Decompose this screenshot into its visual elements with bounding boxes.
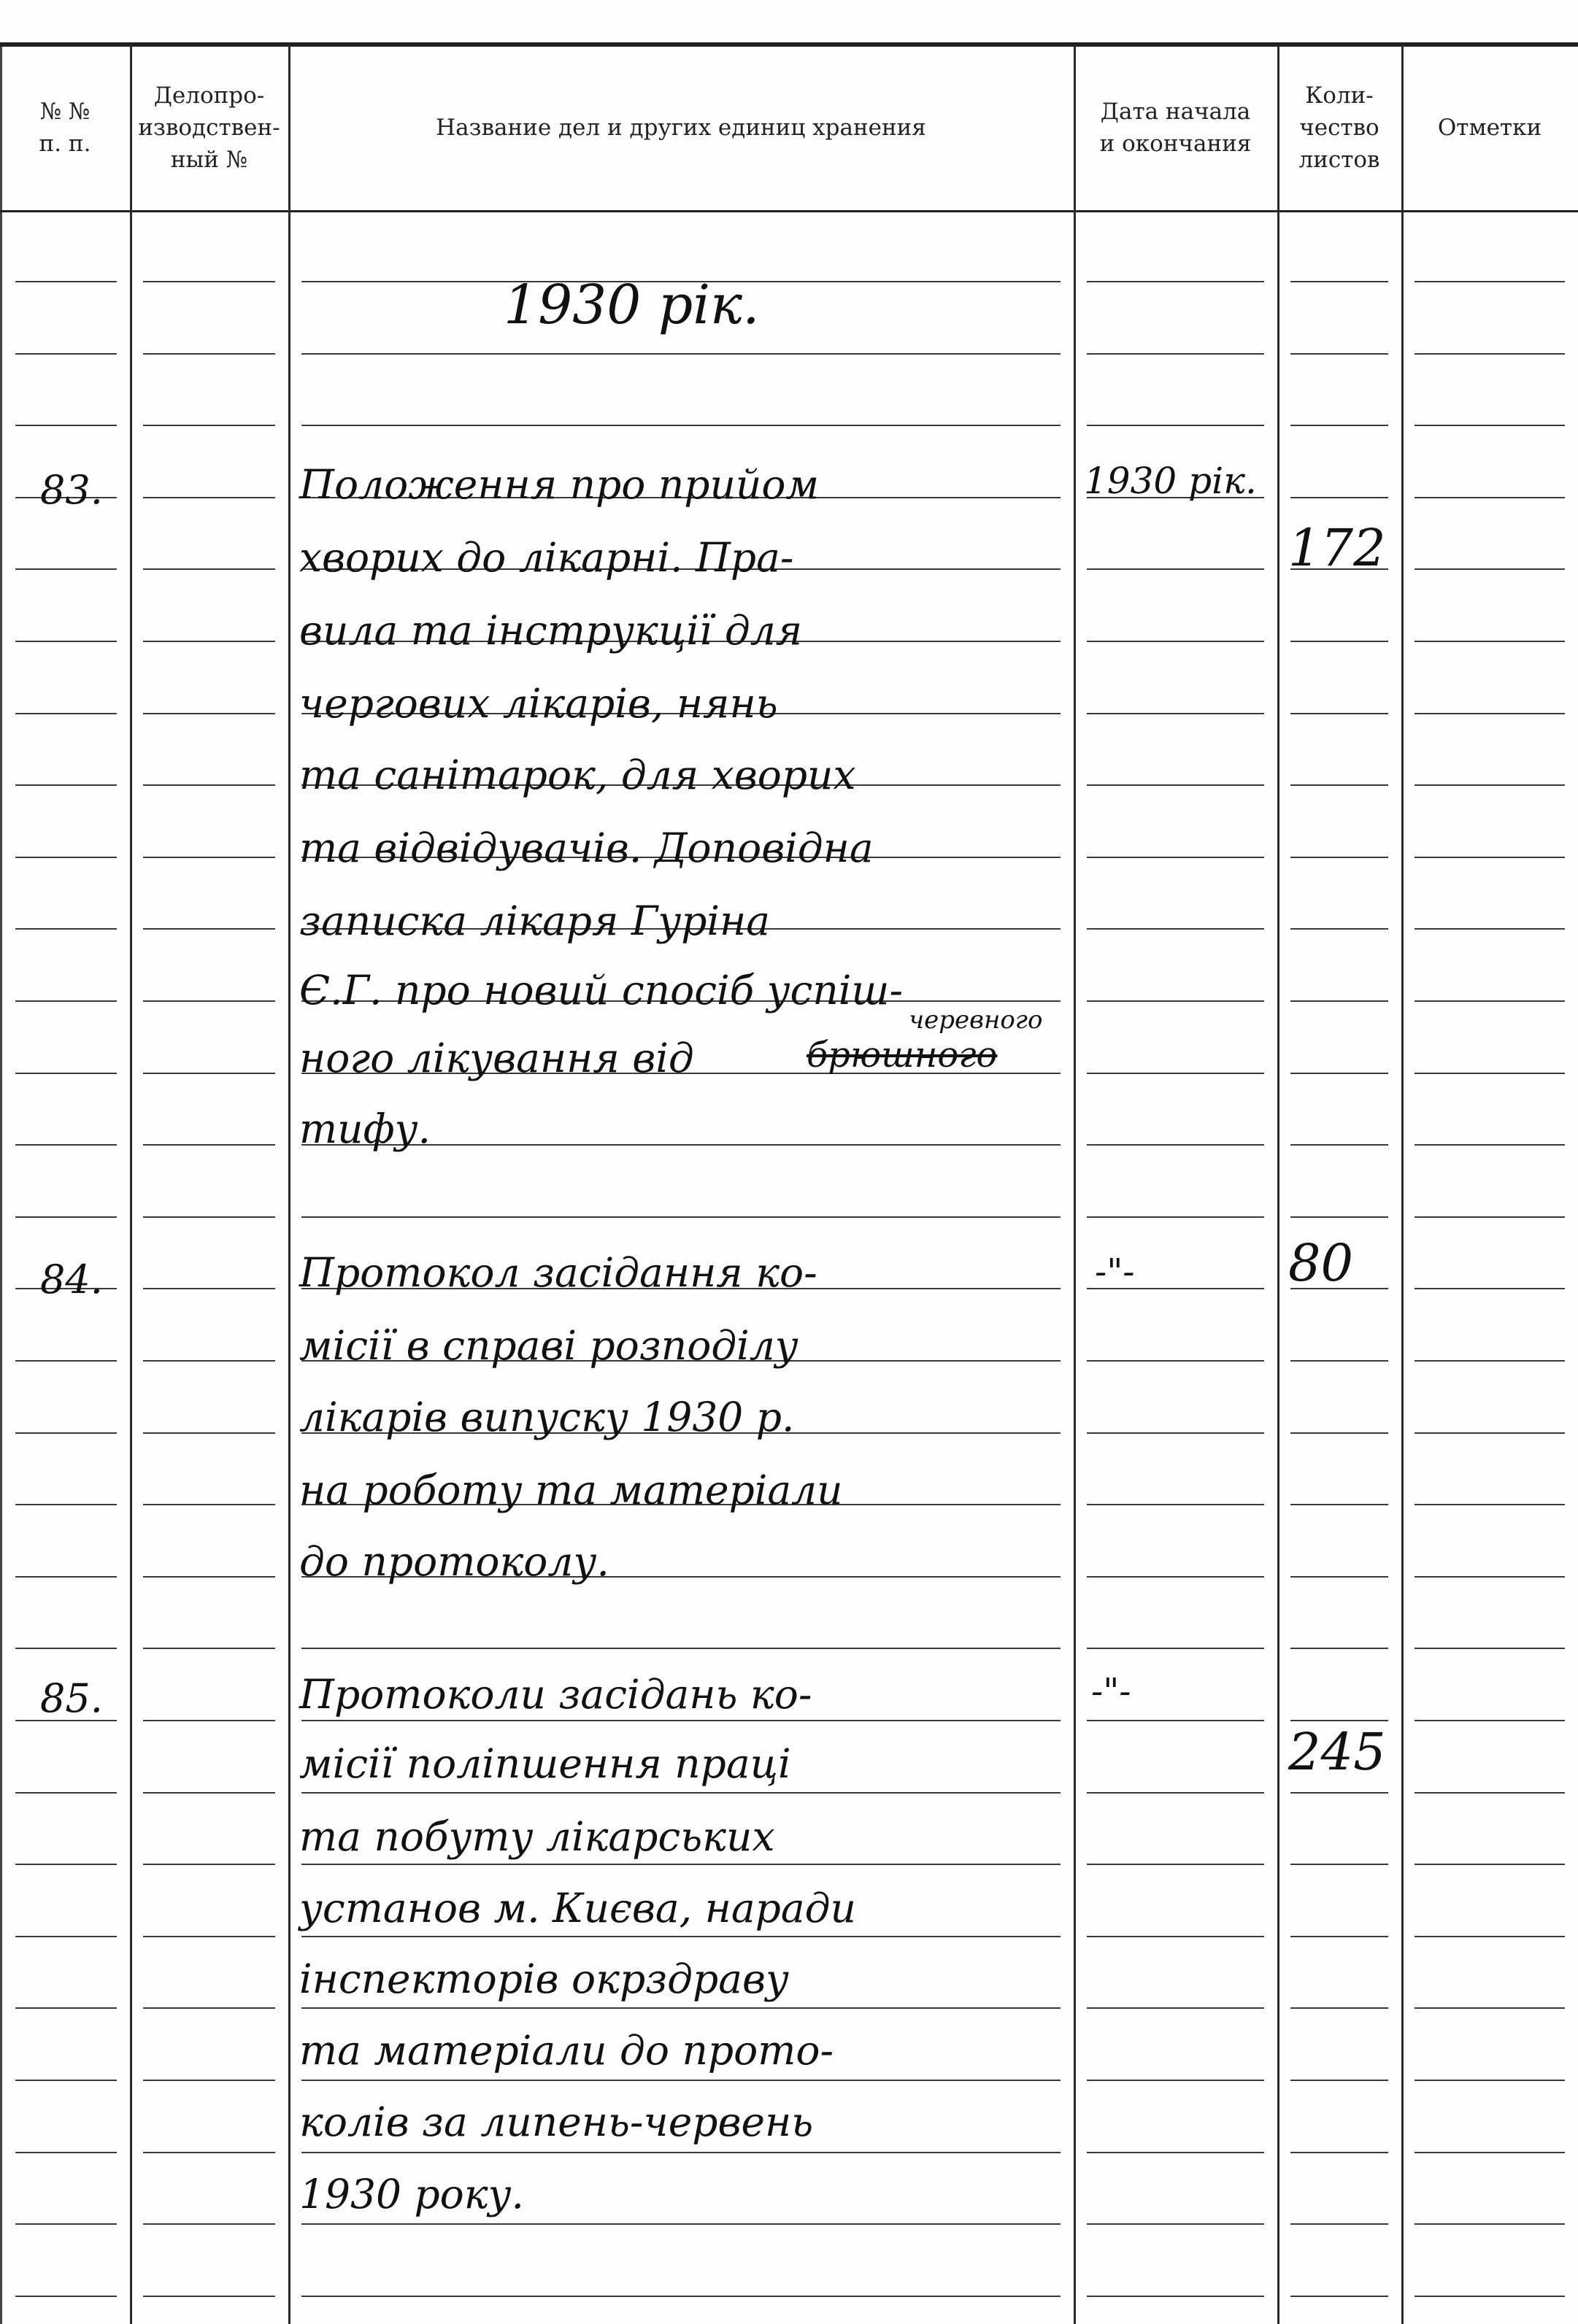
row-rule <box>143 2080 275 2081</box>
row-rule <box>301 2296 1061 2297</box>
row-rule <box>1415 2007 1565 2009</box>
row-rule <box>1290 1576 1388 1578</box>
row-rule <box>301 353 1061 355</box>
row-rule <box>15 1360 117 1362</box>
entry-title-line: та відвідувачів. Доповідна <box>299 825 874 871</box>
entry-sheet-count: 245 <box>1288 1722 1386 1782</box>
entry-number: 83. <box>40 467 103 513</box>
row-rule <box>15 1073 117 1074</box>
row-rule <box>1290 425 1388 426</box>
row-rule <box>1290 1792 1388 1794</box>
row-rule <box>15 1432 117 1434</box>
row-rule <box>143 353 275 355</box>
entry-number: 84. <box>40 1256 103 1302</box>
row-rule <box>1290 1720 1388 1721</box>
row-rule <box>15 1864 117 1865</box>
row-rule <box>15 425 117 426</box>
row-rule <box>143 713 275 714</box>
row-rule <box>143 2152 275 2153</box>
row-rule <box>15 857 117 858</box>
entry-title-line: Положення про прийом <box>299 461 820 508</box>
row-rule <box>1415 1073 1565 1074</box>
row-rule <box>301 1792 1061 1794</box>
entry-title-line: до протоколу. <box>299 1538 609 1585</box>
row-rule <box>1087 1216 1264 1218</box>
row-rule <box>1087 1792 1264 1794</box>
row-rule <box>1290 2223 1388 2225</box>
header-text: Отметки <box>1437 115 1542 141</box>
row-rule <box>1415 1864 1565 1865</box>
row-rule <box>1087 1648 1264 1649</box>
header-text: № № <box>39 99 91 125</box>
row-rule <box>301 2080 1061 2081</box>
row-rule <box>1290 1216 1388 1218</box>
row-rule <box>1415 2080 1565 2081</box>
row-rule <box>1415 2223 1565 2225</box>
row-rule <box>301 1720 1061 1721</box>
row-rule <box>15 1576 117 1578</box>
entry-title-line: та матеріали до прото- <box>299 2027 834 2074</box>
row-rule <box>1415 1432 1565 1434</box>
row-rule <box>15 1648 117 1649</box>
header-col-notes <box>1401 55 1578 201</box>
entry-title-line: та санітарок, для хворих <box>299 752 856 798</box>
row-rule <box>1087 1360 1264 1362</box>
row-rule <box>1290 784 1388 786</box>
row-rule <box>1415 2152 1565 2153</box>
entry-title-line: інспекторів окрздраву <box>299 1956 789 2002</box>
row-rule <box>143 1720 275 1721</box>
row-rule <box>1415 1576 1565 1578</box>
entry-title-line: установ м. Києва, наради <box>299 1885 856 1931</box>
row-rule <box>1087 1576 1264 1578</box>
header-text: ный № <box>170 147 248 173</box>
row-rule <box>143 857 275 858</box>
row-rule <box>1415 281 1565 282</box>
entry-title-line: записка лікаря Гуріна <box>299 897 771 944</box>
row-rule <box>1290 1864 1388 1865</box>
row-rule <box>143 928 275 930</box>
row-rule <box>15 2007 117 2009</box>
row-rule <box>143 1504 275 1505</box>
row-rule <box>301 2152 1061 2153</box>
row-rule <box>143 1360 275 1362</box>
row-rule <box>15 568 117 570</box>
entry-title-line: місії поліпшення праці <box>299 1740 791 1787</box>
row-rule <box>143 1864 275 1865</box>
row-rule <box>1087 713 1264 714</box>
row-rule <box>15 353 117 355</box>
section-year-title: 1930 рік. <box>504 274 760 336</box>
header-col-title <box>288 55 1074 201</box>
row-rule <box>1290 2152 1388 2153</box>
entry-dates: -"- <box>1091 1671 1131 1712</box>
row-rule <box>301 1864 1061 1865</box>
row-rule <box>15 1216 117 1218</box>
entry-title-line: хворих до лікарні. Пра- <box>299 534 794 581</box>
column-divider <box>130 45 132 2324</box>
row-rule <box>1290 1073 1388 1074</box>
row-rule <box>1087 2296 1264 2297</box>
entry-sheet-count: 172 <box>1288 518 1386 578</box>
row-rule <box>143 2223 275 2225</box>
entry-number: 85. <box>40 1675 103 1721</box>
row-rule <box>143 497 275 498</box>
row-rule <box>1087 1504 1264 1505</box>
row-rule <box>15 1792 117 1794</box>
row-rule <box>1415 641 1565 642</box>
row-rule <box>15 2080 117 2081</box>
row-rule <box>1415 353 1565 355</box>
row-rule <box>1087 1073 1264 1074</box>
header-text: листов <box>1298 147 1380 173</box>
inserted-word: черевного <box>909 1005 1043 1035</box>
row-rule <box>301 2223 1061 2225</box>
row-rule <box>1087 2080 1264 2081</box>
row-rule <box>1290 1360 1388 1362</box>
row-rule <box>1290 497 1388 498</box>
row-rule <box>1415 1792 1565 1794</box>
entry-dates: -"- <box>1095 1251 1135 1292</box>
row-rule <box>1415 1216 1565 1218</box>
row-rule <box>1290 713 1388 714</box>
column-divider <box>1277 45 1279 2324</box>
entry-title-line: тифу. <box>299 1105 431 1152</box>
row-rule <box>1087 2152 1264 2153</box>
row-rule <box>15 641 117 642</box>
row-rule <box>143 784 275 786</box>
row-rule <box>1415 2296 1565 2297</box>
row-rule <box>15 1144 117 1146</box>
row-rule <box>1290 2080 1388 2081</box>
row-rule <box>1087 1936 1264 1937</box>
column-divider <box>1074 45 1076 2324</box>
row-rule <box>301 1648 1061 1649</box>
row-rule <box>1087 1864 1264 1865</box>
row-rule <box>1087 1432 1264 1434</box>
row-rule <box>1415 497 1565 498</box>
row-rule <box>143 568 275 570</box>
entry-title-line: місії в справі розподілу <box>299 1322 798 1369</box>
row-rule <box>15 928 117 930</box>
row-rule <box>1415 1648 1565 1649</box>
row-rule <box>1290 641 1388 642</box>
header-text: изводствен- <box>138 115 280 141</box>
header-col-number <box>0 55 130 201</box>
row-rule <box>1415 713 1565 714</box>
row-rule <box>143 1000 275 1002</box>
header-text: и окончания <box>1099 131 1252 157</box>
row-rule <box>143 1648 275 1649</box>
entry-title-line: 1930 року. <box>299 2171 525 2217</box>
entry-title-line: чергових лікарів, нянь <box>299 680 778 727</box>
entry-title-line: на роботу та матеріали <box>299 1467 843 1513</box>
row-rule <box>1087 281 1264 282</box>
row-rule <box>143 1432 275 1434</box>
row-rule <box>143 1792 275 1794</box>
row-rule <box>15 1000 117 1002</box>
row-rule <box>1290 1432 1388 1434</box>
row-rule <box>1415 425 1565 426</box>
row-rule <box>301 425 1061 426</box>
row-rule <box>301 2007 1061 2009</box>
row-rule <box>143 425 275 426</box>
row-rule <box>1415 1360 1565 1362</box>
row-rule <box>1290 1648 1388 1649</box>
row-rule <box>1290 2007 1388 2009</box>
row-rule <box>1290 857 1388 858</box>
column-divider <box>1401 45 1404 2324</box>
row-rule <box>1415 1504 1565 1505</box>
row-rule <box>143 1288 275 1289</box>
row-rule <box>1415 568 1565 570</box>
row-rule <box>15 2152 117 2153</box>
row-rule <box>15 1936 117 1937</box>
header-col-dates <box>1074 55 1277 201</box>
entry-title-line: лікарів випуску 1930 р. <box>299 1394 795 1440</box>
row-rule <box>1415 857 1565 858</box>
header-text: чество <box>1299 115 1379 141</box>
entry-title-line: колів за липень-червень <box>299 2099 814 2145</box>
column-divider <box>288 45 290 2324</box>
entry-sheet-count: 80 <box>1288 1233 1354 1293</box>
row-rule <box>15 713 117 714</box>
row-rule <box>1415 784 1565 786</box>
row-rule <box>1290 2296 1388 2297</box>
entry-dates: 1930 рік. <box>1084 460 1257 502</box>
row-rule <box>15 1504 117 1505</box>
row-rule <box>143 2296 275 2297</box>
row-rule <box>1415 928 1565 930</box>
row-rule <box>1087 641 1264 642</box>
header-col-sheets <box>1277 55 1401 201</box>
entry-title-line: Є.Г. про новий спосіб успіш- <box>299 967 904 1014</box>
header-text: Делопро- <box>153 82 265 109</box>
top-rule <box>0 42 1578 47</box>
row-rule <box>1087 928 1264 930</box>
left-margin-line <box>0 45 2 2324</box>
row-rule <box>15 2296 117 2297</box>
row-rule <box>143 1073 275 1074</box>
row-rule <box>1290 1144 1388 1146</box>
row-rule <box>1087 568 1264 570</box>
row-rule <box>1415 1000 1565 1002</box>
struck-word: брюшного <box>807 1035 998 1076</box>
row-rule <box>1087 1720 1264 1721</box>
row-rule <box>1087 2223 1264 2225</box>
entry-title-line: вила та інструкції для <box>299 607 803 654</box>
header-text: Дата начала <box>1100 99 1251 125</box>
entry-title-line: Протокол засідання ко- <box>299 1249 817 1296</box>
row-rule <box>1087 353 1264 355</box>
row-rule <box>143 2007 275 2009</box>
row-rule <box>1415 1144 1565 1146</box>
header-text: Название дел и других единиц хранения <box>436 115 926 141</box>
header-text: Коли- <box>1305 82 1374 109</box>
row-rule <box>143 281 275 282</box>
header-text: п. п. <box>39 131 91 157</box>
row-rule <box>1290 1504 1388 1505</box>
header-col-office-number <box>130 55 288 201</box>
row-rule <box>1290 281 1388 282</box>
row-rule <box>1087 2007 1264 2009</box>
row-rule <box>1290 928 1388 930</box>
row-rule <box>143 641 275 642</box>
row-rule <box>1087 784 1264 786</box>
header-bottom-rule <box>0 210 1578 212</box>
row-rule <box>1415 1720 1565 1721</box>
entry-title-line: ного лікування від <box>299 1035 694 1081</box>
row-rule <box>1087 1000 1264 1002</box>
row-rule <box>143 1216 275 1218</box>
row-rule <box>143 1144 275 1146</box>
row-rule <box>143 1576 275 1578</box>
row-rule <box>1290 353 1388 355</box>
row-rule <box>15 281 117 282</box>
row-rule <box>15 784 117 786</box>
row-rule <box>143 1936 275 1937</box>
row-rule <box>1290 1000 1388 1002</box>
row-rule <box>1415 1288 1565 1289</box>
entry-title-line: Протоколи засідань ко- <box>299 1671 812 1718</box>
row-rule <box>15 2223 117 2225</box>
row-rule <box>301 1936 1061 1937</box>
row-rule <box>301 1216 1061 1218</box>
row-rule <box>1087 1144 1264 1146</box>
row-rule <box>1290 1936 1388 1937</box>
entry-title-line: та побуту лікарських <box>299 1813 775 1860</box>
row-rule <box>1087 425 1264 426</box>
row-rule <box>1087 857 1264 858</box>
row-rule <box>1415 1936 1565 1937</box>
